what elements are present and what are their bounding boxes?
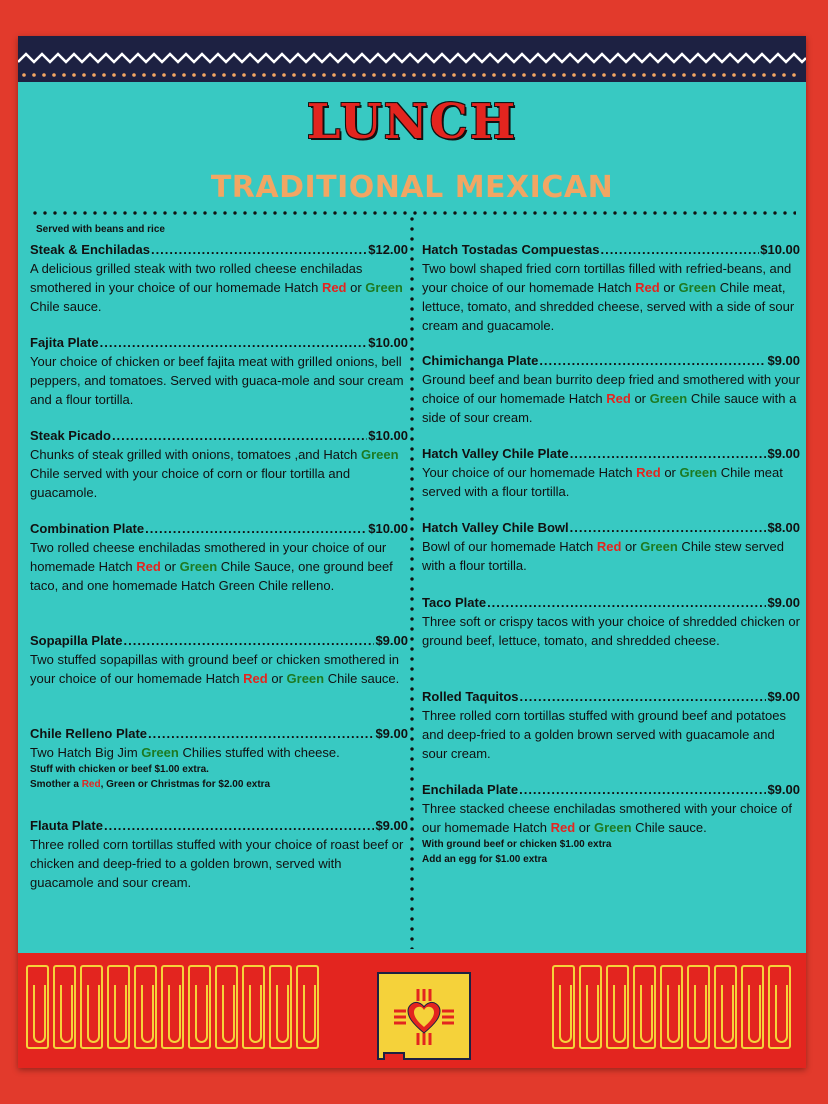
zigzag-border — [18, 36, 806, 82]
item-price: $9.00 — [767, 689, 800, 704]
dot-leader — [520, 688, 767, 705]
item-name: Combination Plate — [30, 521, 145, 536]
item-price: $9.00 — [767, 595, 800, 610]
menu-item — [30, 632, 408, 688]
item-description: Two Hatch Big Jim Green Chilies stuffed with cheese. — [30, 745, 340, 760]
chile-pepper-pattern-icon — [26, 965, 319, 1057]
item-name: Rolled Taquitos — [422, 689, 519, 704]
dot-leader — [151, 241, 367, 258]
dot-leader — [100, 334, 368, 351]
menu-sheet — [18, 36, 806, 1068]
dot-leader — [148, 725, 374, 742]
dot-leader — [539, 352, 766, 369]
item-price: $8.00 — [767, 520, 800, 535]
item-description: A delicious grilled steak with two rolled cheese enchiladas smothered in your choice of our homemade Hatch Red or Green Chile sauce. — [30, 261, 403, 314]
menu-item — [422, 594, 800, 650]
item-description: Two rolled cheese enchiladas smothered in your choice of our homemade Hatch Red or Green Chile Sauce, one ground beef taco, and one homemade Hatch Green Chile relleno. — [30, 540, 393, 593]
served-with-note: Served with beans and rice — [36, 224, 165, 235]
item-name: Flauta Plate — [30, 818, 103, 833]
dot-leader — [570, 519, 767, 536]
dot-leader — [104, 817, 374, 834]
menu-item — [422, 781, 800, 867]
menu-subtitle: TRADITIONAL MEXICAN — [210, 170, 614, 205]
item-price: $10.00 — [368, 428, 408, 443]
menu-item — [30, 241, 408, 316]
item-price: $9.00 — [375, 726, 408, 741]
item-price: $12.00 — [368, 242, 408, 257]
item-name: Hatch Tostadas Compuestas — [422, 242, 600, 257]
item-description: Your choice of chicken or beef fajita meat with grilled onions, bell peppers, and tomatoes. Served with guaca-mole and sour cream and a flour tortilla. — [30, 354, 404, 407]
item-price: $9.00 — [375, 818, 408, 833]
item-price: $9.00 — [767, 782, 800, 797]
item-description: Your choice of our homemade Hatch Red or Green Chile meat served with a flour tortilla. — [422, 465, 783, 499]
item-description: Chunks of steak grilled with onions, tomatoes ,and Hatch Green Chile served with your choice of corn or flour tortilla and guacamole. — [30, 447, 399, 500]
item-description: Three rolled corn tortillas stuffed with ground beef and potatoes and deep-fried to a golden brown served with guacamole and sour cream. — [422, 708, 786, 761]
menu-item — [422, 519, 800, 575]
item-name: Fajita Plate — [30, 335, 99, 350]
item-name: Hatch Valley Chile Bowl — [422, 520, 569, 535]
item-name: Hatch Valley Chile Plate — [422, 446, 569, 461]
dot-leader — [123, 632, 374, 649]
item-extra-note: Add an egg for $1.00 extra — [422, 854, 548, 865]
new-mexico-zia-heart-icon — [374, 971, 474, 1063]
menu-item — [30, 520, 408, 595]
item-extra-note: Stuff with chicken or beef $1.00 extra. — [30, 764, 209, 775]
menu-item — [30, 725, 408, 792]
dot-leader — [519, 781, 766, 798]
item-name: Chimichanga Plate — [422, 353, 539, 368]
item-price: $10.00 — [368, 521, 408, 536]
item-description: Two bowl shaped fried corn tortillas filled with refried-beans, and your choice of our homemade Hatch Red or Green Chile meat, lettuce, tomato, and shredded cheese, served with a side of sour cream and guacamole. — [422, 261, 795, 333]
item-name: Sopapilla Plate — [30, 633, 123, 648]
item-name: Steak Picado — [30, 428, 111, 443]
dot-leader — [145, 520, 367, 537]
dot-leader — [600, 241, 759, 258]
menu-item — [30, 817, 408, 892]
item-description: Three soft or crispy tacos with your choice of shredded chicken or ground beef, lettuce, tomato, and shredded cheese. — [422, 614, 800, 648]
menu-item — [30, 334, 408, 409]
item-name: Chile Relleno Plate — [30, 726, 148, 741]
item-description: Two stuffed sopapillas with ground beef or chicken smothered in your choice of our homemade Hatch Red or Green Chile sauce. — [30, 652, 400, 686]
dot-leader — [487, 594, 766, 611]
item-extra-note: Smother a Red, Green or Christmas for $2.00 extra — [30, 779, 271, 790]
footer-band — [18, 953, 806, 1068]
item-description: Three rolled corn tortillas stuffed with your choice of roast beef or chicken and deep-fried to a golden brown, served with guacamole and sour cream. — [30, 837, 404, 890]
dot-leader — [570, 445, 767, 462]
item-price: $9.00 — [767, 446, 800, 461]
item-extra-note: With ground beef or chicken $1.00 extra — [422, 839, 612, 850]
menu-item — [30, 427, 408, 502]
chile-pepper-pattern-icon — [552, 965, 791, 1057]
item-price: $9.00 — [767, 353, 800, 368]
item-name: Taco Plate — [422, 595, 487, 610]
menu-item — [422, 445, 800, 501]
dotted-divider-vertical — [410, 214, 414, 949]
menu-title: LUNCH — [306, 94, 518, 150]
menu-item — [422, 688, 800, 763]
item-description: Ground beef and bean burrito deep fried and smothered with your choice of our homemade Hatch Red or Green Chile sauce with a side of sour cream. — [422, 372, 800, 425]
item-name: Steak & Enchiladas — [30, 242, 150, 257]
menu-item — [422, 352, 800, 427]
dot-leader — [112, 427, 367, 444]
item-name: Enchilada Plate — [422, 782, 519, 797]
item-description: Bowl of our homemade Hatch Red or Green Chile stew served with a flour tortilla. — [422, 539, 785, 573]
menu-item — [422, 241, 800, 335]
item-price: $9.00 — [375, 633, 408, 648]
item-price: $10.00 — [368, 335, 408, 350]
item-description: Three stacked cheese enchiladas smothered with your choice of our homemade Hatch Red or Green Chile sauce. — [422, 801, 792, 835]
item-price: $10.00 — [760, 242, 800, 257]
